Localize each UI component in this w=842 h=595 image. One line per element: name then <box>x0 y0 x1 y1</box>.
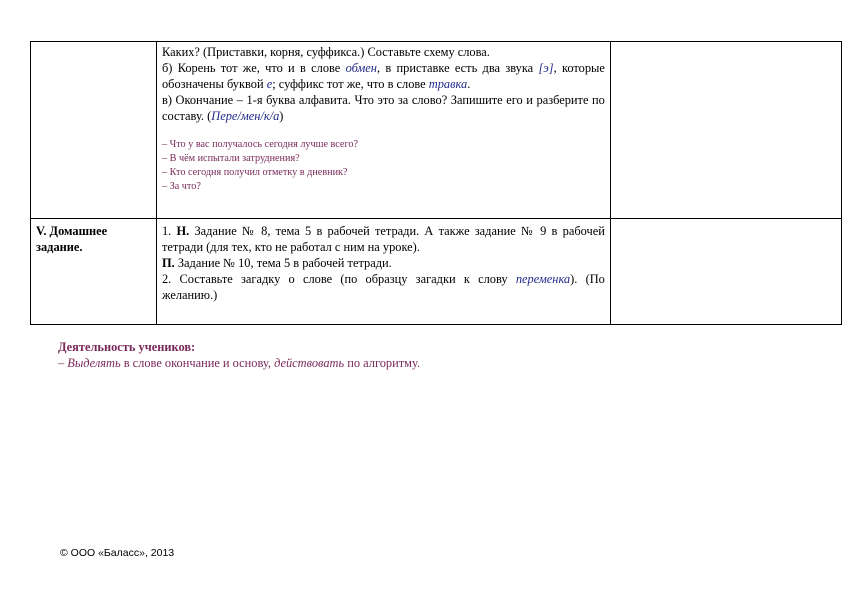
text: Задание № 10, тема 5 в рабочей тетради. <box>174 256 392 270</box>
text: , которые обозначены буквой <box>161 61 605 91</box>
homework-item <box>162 255 605 271</box>
text: в слове окончание и основу, <box>120 356 275 370</box>
lesson-table <box>30 41 842 325</box>
content-cell <box>156 42 610 219</box>
letter: е <box>266 77 273 91</box>
activity-text <box>58 355 420 371</box>
text: , в приставке есть два звука <box>376 61 539 75</box>
level-marker: П. <box>161 256 175 270</box>
text: в) Окончание – 1-я буква алфавита. Что это за слово? Запишите его и разберите по составу. ( <box>161 93 605 123</box>
text: . <box>467 77 471 91</box>
reflection-question: – Кто сегодня получил отметку в дневник? <box>161 167 348 178</box>
content-line: Каких? (Приставки, корня, суффикса.) Составьте схему слова. <box>161 45 490 59</box>
example-word: переменка <box>515 272 571 286</box>
answer-word: Пере/мен/к/а <box>211 109 280 123</box>
text: 1. <box>161 224 177 238</box>
student-activity <box>58 339 420 371</box>
stage-cell <box>31 42 157 219</box>
text: по алгоритму. <box>344 356 421 370</box>
homework-item <box>162 271 605 303</box>
reflection-question: – За что? <box>161 181 201 192</box>
table-row <box>31 42 842 219</box>
example-word: травка <box>428 77 468 91</box>
stage-cell <box>31 219 157 325</box>
activity-heading: Деятельность учеников: <box>58 340 196 354</box>
text: ) <box>279 109 284 123</box>
text: б) Корень тот же, что и в слове <box>161 61 346 75</box>
text: ). (По желанию.) <box>161 272 605 302</box>
verb: действовать <box>274 356 345 370</box>
homework-item <box>162 223 605 255</box>
text: 2. Составьте загадку о слове (по образцу загадки к слову <box>161 272 516 286</box>
text: ; суффикс тот же, что в слове <box>272 77 429 91</box>
text: Задание № 8, тема 5 в рабочей тетради. А также задание № 9 в рабочей тетради (для тех, кто не работал с ним на уроке). <box>161 224 605 254</box>
stage-title: V. Домашнее задание. <box>36 224 108 254</box>
reflection-question: – Что у вас получалось сегодня лучше всего? <box>161 139 358 150</box>
notes-cell <box>610 42 841 219</box>
copyright-footer: © ООО «Баласс», 2013 <box>60 547 175 559</box>
text: – <box>58 356 68 370</box>
content-cell <box>156 219 610 325</box>
table-row <box>31 219 842 325</box>
verb: Выделять <box>67 356 121 370</box>
example-word: обмен <box>345 61 377 75</box>
reflection-question: – В чём испытали затруднения? <box>161 153 300 164</box>
level-marker: Н. <box>176 224 190 238</box>
content-paragraph-v <box>162 92 605 124</box>
sound-notation: [э] <box>538 61 554 75</box>
notes-cell <box>610 219 841 325</box>
content-paragraph-b <box>162 60 605 92</box>
